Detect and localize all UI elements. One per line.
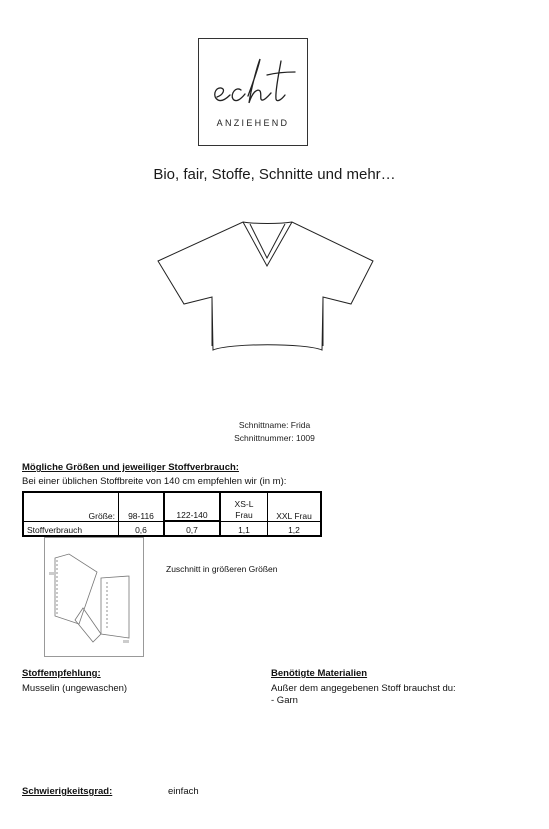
- logo-subtitle: ANZIEHEND: [216, 118, 290, 128]
- pattern-number: Schnittnummer: 1009: [234, 433, 315, 443]
- usage-xs-l: 1,1: [220, 521, 268, 536]
- difficulty-label: Schwierigkeitsgrad:: [22, 786, 113, 797]
- sizes-heading: Mögliche Größen und jeweiliger Stoffverbrauch:: [22, 462, 239, 473]
- fabric-text: Musselin (ungewaschen): [22, 683, 128, 694]
- size-98-116: 98-116: [119, 492, 165, 521]
- cutting-layout-drawing: [45, 538, 143, 656]
- cutting-layout-image: [44, 537, 144, 657]
- size-122-140: 122-140: [164, 492, 220, 521]
- tagline: Bio, fair, Stoffe, Schnitte und mehr…: [153, 166, 396, 183]
- sizes-intro: Bei einer üblichen Stoffbreite von 140 cm empfehlen wir (in m):: [22, 476, 287, 487]
- logo-script-echt: [199, 39, 307, 119]
- materials-line1: Außer dem angegebenen Stoff brauchst du:: [271, 683, 456, 694]
- size-header-label: Größe:: [23, 492, 119, 521]
- fabric-heading: Stoffempfehlung:: [22, 668, 101, 679]
- materials-heading: Benötigte Materialien: [271, 668, 368, 679]
- materials-line2: - Garn: [271, 695, 298, 706]
- usage-122-140: 0,7: [164, 521, 220, 536]
- difficulty-value: einfach: [168, 786, 199, 797]
- pattern-name: Schnittname: Frida: [238, 420, 311, 430]
- size-table-header-row: [23, 492, 321, 521]
- usage-label: Stoffverbrauch: [23, 521, 119, 536]
- size-table: [22, 491, 322, 537]
- garment-illustration: [155, 218, 380, 363]
- cut-note: Zuschnitt in größeren Größen: [166, 564, 278, 574]
- usage-xxl: 1,2: [268, 521, 322, 536]
- usage-98-116: 0,6: [119, 521, 165, 536]
- size-xs-l: XS-L Frau: [220, 492, 268, 521]
- size-xxl: XXL Frau: [268, 492, 322, 521]
- size-table-usage-row: [23, 521, 321, 536]
- brand-logo: [198, 38, 308, 146]
